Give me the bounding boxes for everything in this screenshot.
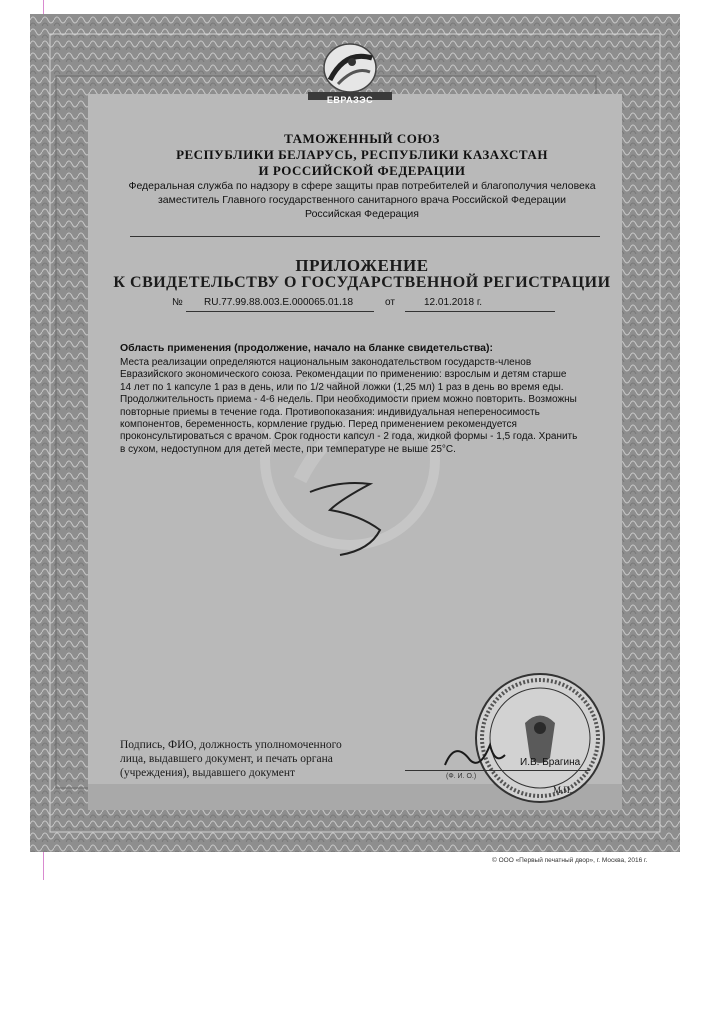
body-line: 14 лет по 1 капсуле 1 раз в день, или по 1/2 чайной ложки (1,25 мл) 1 раз в день во время еды. bbox=[120, 381, 564, 393]
agency-line-1: Федеральная служба по надзору в сфере защиты прав потребителей и благополучия человека bbox=[128, 180, 596, 192]
body-line: Евразийского экономического союза. Рекомендации по применению: взрослым и детям старше bbox=[120, 369, 567, 381]
title-line-1: ПРИЛОЖЕНИЕ bbox=[295, 256, 429, 275]
signature-block-caption bbox=[120, 738, 400, 780]
reg-date-underline bbox=[405, 311, 555, 312]
caption-line: (учреждения), выдавшего документ bbox=[120, 767, 296, 779]
caption-line: Подпись, ФИО, должность уполномоченного bbox=[120, 739, 342, 751]
eurasec-logo-icon bbox=[300, 40, 400, 100]
agency-line-3: Российская Федерация bbox=[305, 208, 419, 220]
mp-label: М.П. bbox=[553, 785, 573, 795]
caption-line: лица, выдавшего документ, и печать органа bbox=[120, 753, 333, 765]
reg-date-label: от bbox=[385, 297, 395, 308]
signature-line bbox=[405, 770, 590, 771]
reg-number: RU.77.99.88.003.E.000065.01.18 bbox=[204, 297, 354, 308]
body-line: проконсультироваться с врачом. Срок годности капсул - 2 года, жидкой формы - 1,5 года. Хранить bbox=[120, 431, 578, 443]
reg-date: 12.01.2018 г. bbox=[424, 297, 483, 308]
reg-number-underline bbox=[186, 311, 374, 312]
agency-underline bbox=[130, 236, 600, 237]
printer-footer: © ООО «Первый печатный двор», г. Москва, 2016 г. bbox=[492, 857, 648, 864]
section-title: Область применения (продолжение, начало на бланке свидетельства): bbox=[120, 342, 493, 354]
section-body bbox=[120, 357, 602, 456]
header-line-1: ТАМОЖЕННЫЙ СОЮЗ bbox=[284, 131, 440, 146]
signatory-name: И.В. Брагина bbox=[520, 757, 581, 768]
fio-caption: (Ф. И. О.) bbox=[446, 773, 477, 780]
body-line: Продолжительность приема - 4-6 недель. При необходимости прием можно повторить. Возможны bbox=[120, 394, 577, 406]
body-line: Места реализации определяются национальным законодательством государств-членов bbox=[120, 357, 532, 368]
logo-text: ЕВРАЗЭС bbox=[326, 95, 374, 105]
body-line: компонентов, беременность, кормление грудью. Перед применением рекомендуется bbox=[120, 419, 517, 431]
body-line: повторные приемы в течение года. Противопоказания: индивидуальная непереносимость bbox=[120, 406, 540, 418]
reg-number-label: № bbox=[172, 297, 183, 308]
handwritten-mark bbox=[300, 470, 400, 560]
title-line-2: К СВИДЕТЕЛЬСТВУ О ГОСУДАРСТВЕННОЙ РЕГИСТРАЦИИ bbox=[113, 274, 611, 291]
header-line-3: И РОССИЙСКОЙ ФЕДЕРАЦИИ bbox=[258, 163, 466, 178]
agency-line-2: заместитель Главного государственного санитарного врача Российской Федерации bbox=[157, 194, 567, 206]
header-line-2: РЕСПУБЛИКИ БЕЛАРУСЬ, РЕСПУБЛИКИ КАЗАХСТАН bbox=[176, 147, 548, 162]
signature-icon bbox=[440, 735, 510, 775]
body-line: в сухом, недоступном для детей месте, при температуре не выше 25°С. bbox=[120, 443, 456, 455]
